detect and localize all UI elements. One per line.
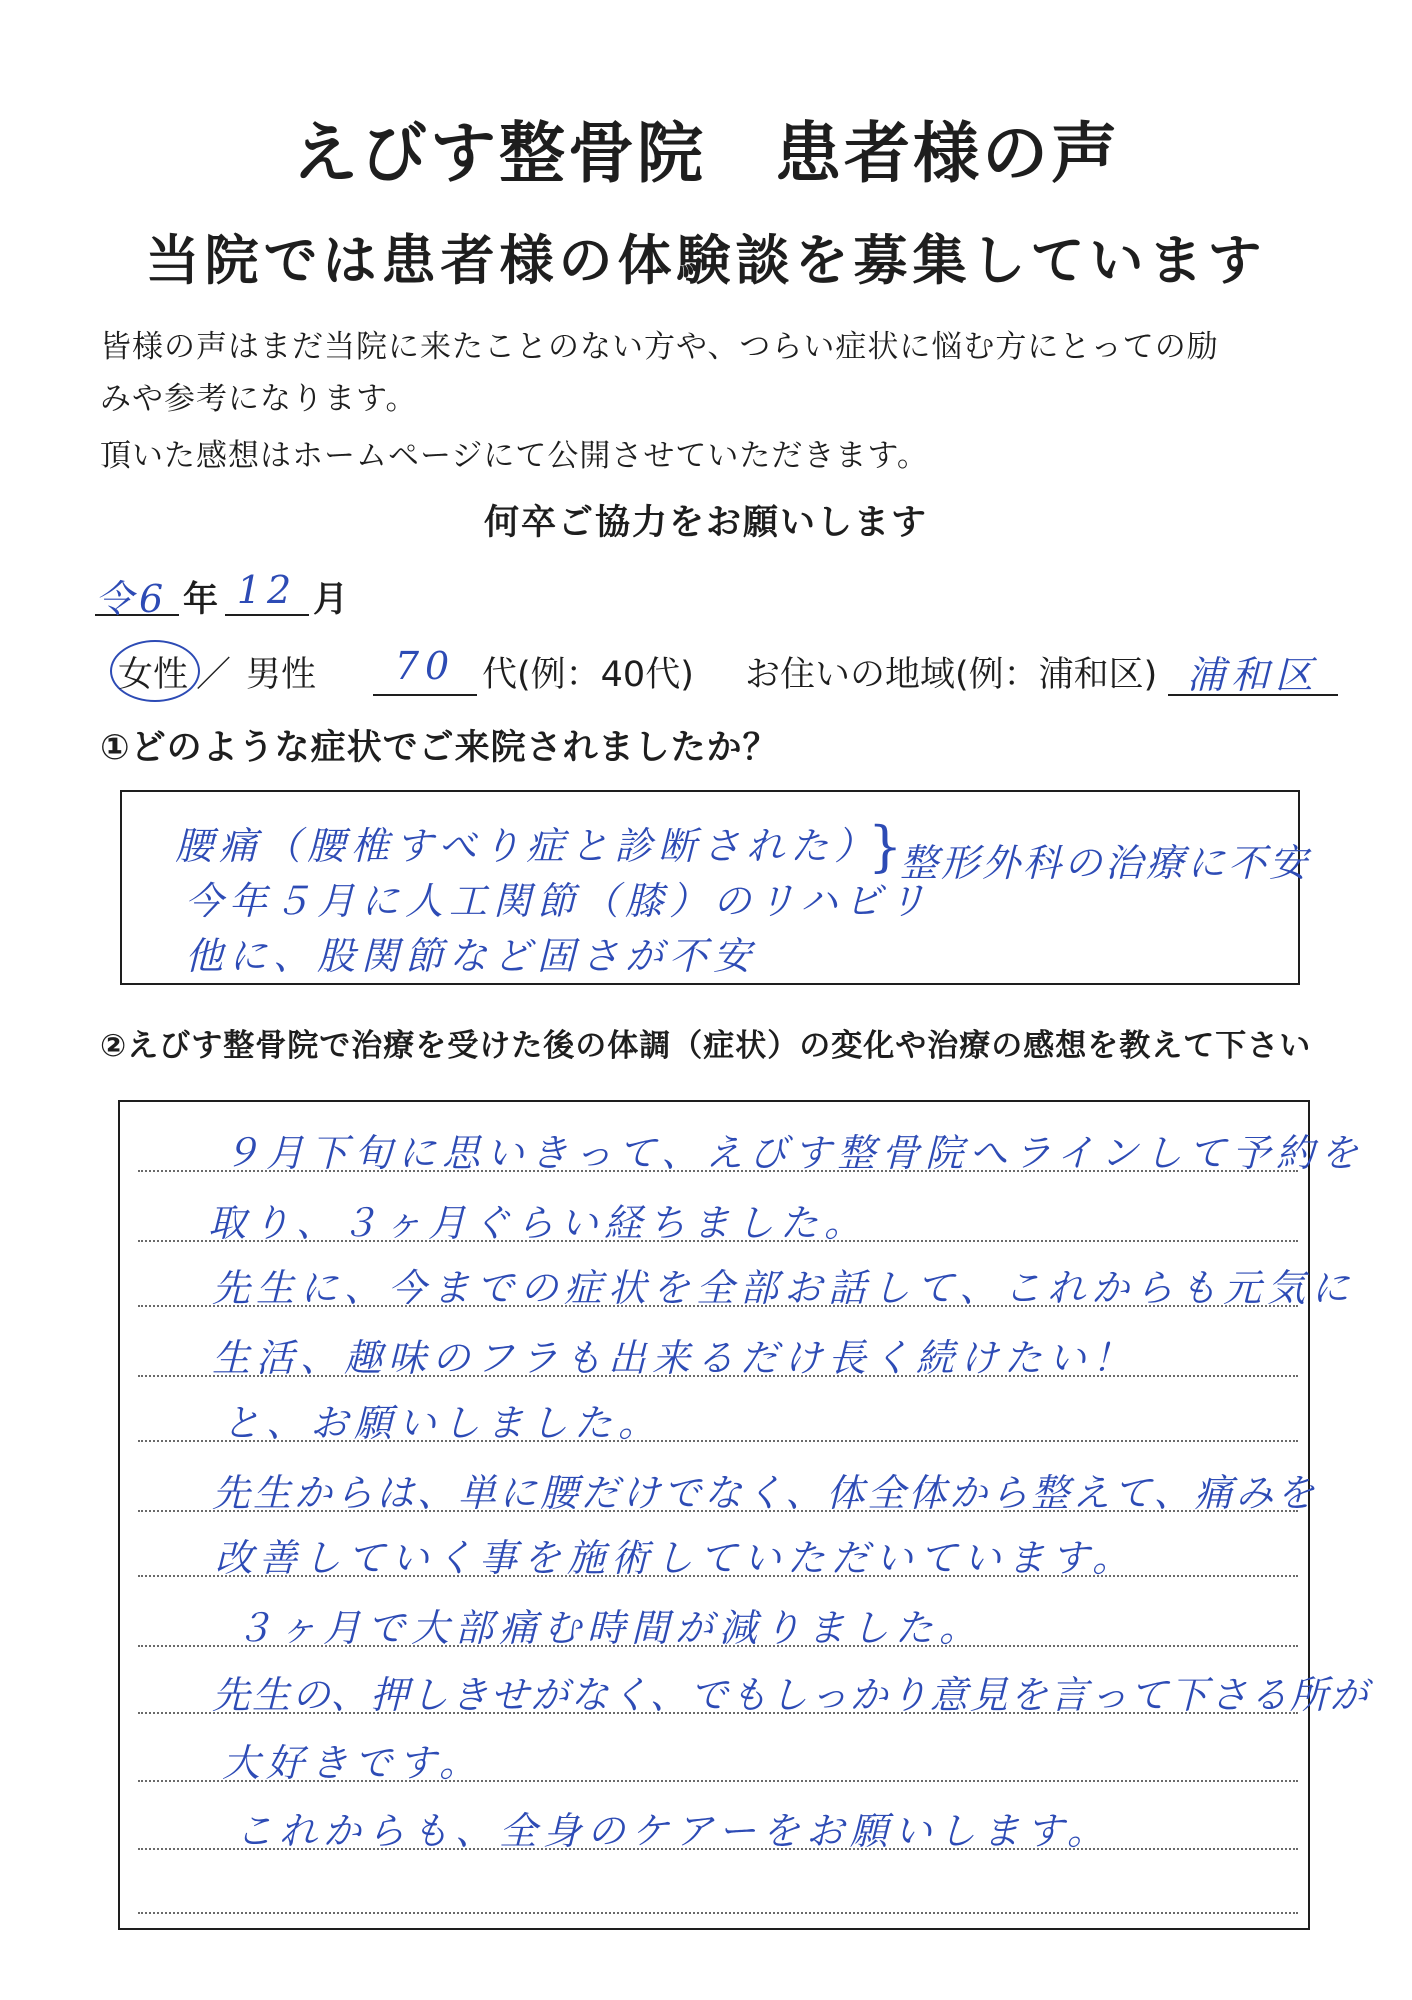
month-value: 12 (236, 568, 298, 612)
rule-line (138, 1912, 1298, 1914)
answer-2-line-3: 先生に、今までの症状を全部お話して、これからも元気に (212, 1266, 1356, 1310)
intro-line-1: 皆様の声はまだ当院に来たことのない方や、つらい症状に悩む方にとっての励 (100, 329, 1219, 365)
answer-2-line-2: 取り、３ヶ月ぐらい経ちました。 (208, 1201, 869, 1245)
answer-1-note: 整形外科の治療に不安 (900, 841, 1311, 885)
gender-separator: ／ (196, 655, 232, 695)
question-1: ①どのような症状でご来院されましたか？ (100, 728, 779, 768)
answer-2-line-4: 生活、趣味のフラも出来るだけ長く続けたい！ (212, 1336, 1137, 1380)
answer-1-line-3: 他に、股関節など固さが不安 (185, 934, 758, 978)
gender-male: 男性 (246, 655, 317, 695)
intro-line-2: みや参考になります。 (100, 381, 418, 417)
month-field (225, 568, 309, 616)
answer-1-line-1: 腰痛（腰椎すべり症と診断された） (175, 824, 879, 868)
answer-2-line-7: 改善していく事を施術していただいています。 (215, 1536, 1136, 1580)
age-value: 70 (394, 644, 456, 688)
answer-2-line-10: 大好きです。 (222, 1741, 483, 1785)
answer-2-line-8: ３ヶ月で大部痛む時間が減りました。 (235, 1606, 984, 1650)
age-field (373, 644, 477, 696)
region-label: お住いの地域(例：浦和区) (745, 655, 1158, 695)
month-label: 月 (313, 580, 349, 620)
answer-2-line-5: と、お願いしました。 (222, 1401, 663, 1445)
year-label: 年 (183, 580, 219, 620)
page-title: えびす整骨院 患者様の声 (292, 115, 1120, 192)
answer-1-line-2: 今年５月に人工関節（膝）のリハビリ (185, 879, 932, 923)
question-2: ②えびす整骨院で治療を受けた後の体調（症状）の変化や治療の感想を教えて下さい (100, 1028, 1312, 1064)
answer-2-line-11: これからも、全身のケアーをお願いします。 (235, 1809, 1111, 1853)
intro-line-3: 頂いた感想はホームページにて公開させていただきます。 (100, 438, 929, 474)
answer-2-line-9: 先生の、押しきせがなく、でもしっかり意見を言って下さる所が (212, 1673, 1370, 1717)
region-value: 浦和区 (1186, 653, 1319, 697)
region-field (1168, 644, 1338, 696)
era-year-field (95, 568, 179, 621)
age-label: 代(例：40代) (482, 655, 694, 695)
answer-2-line-6: 先生からは、単に腰だけでなく、体全体から整えて、痛みを (212, 1471, 1318, 1515)
era-year-value: 令6 (95, 577, 170, 621)
gender-female: 女性 (118, 655, 189, 695)
answer-1-brace: } (868, 815, 903, 878)
request-line: 何卒ご協力をお願いします (483, 503, 928, 543)
answer-2-line-1: ９月下旬に思いきって、えびす整骨院へラインして予約を (222, 1131, 1365, 1175)
page-subtitle: 当院では患者様の体験談を募集しています (145, 229, 1267, 292)
